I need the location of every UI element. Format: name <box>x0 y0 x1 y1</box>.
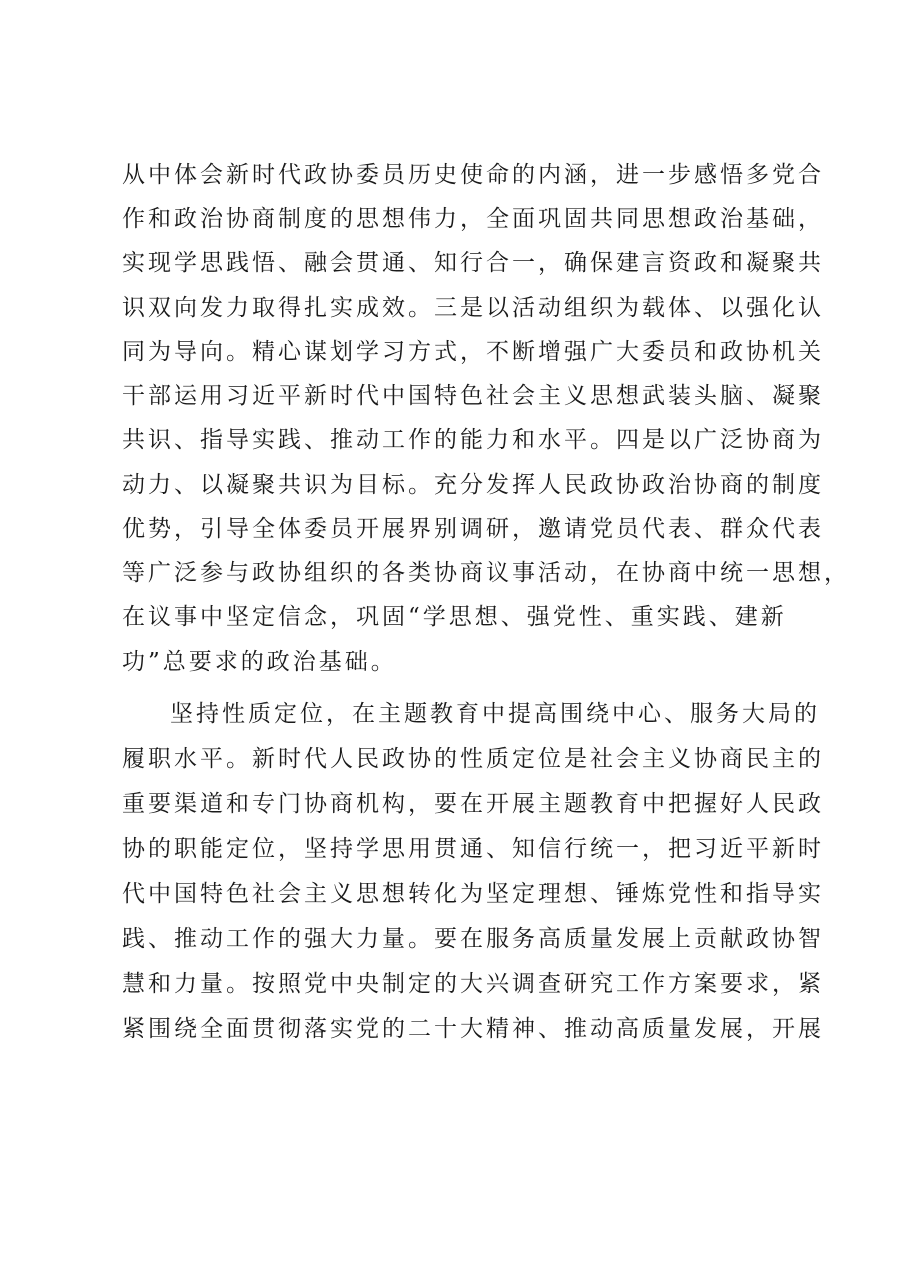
text-line: 在议事中坚定信念，巩固“学思想、强党性、重实践、建新 <box>122 604 787 630</box>
text-line: 动力、以凝聚共识为目标。充分发挥人民政协政治协商的制度 <box>122 472 824 498</box>
text-line: 优势，引导全体委员开展界别调研，邀请党员代表、群众代表 <box>122 516 824 542</box>
text-line: 代中国特色社会主义思想转化为坚定理想、锤炼党性和指导实 <box>122 881 824 907</box>
text-line: 慧和力量。按照党中央制定的大兴调查研究工作方案要求，紧 <box>122 971 824 997</box>
text-line: 协的职能定位，坚持学思用贯通、知信行统一，把习近平新时 <box>122 836 824 862</box>
text-line: 从中体会新时代政协委员历史使命的内涵，进一步感悟多党合 <box>122 162 824 188</box>
text-line: 作和政治协商制度的思想伟力，全面巩固共同思想政治基础， <box>122 206 824 232</box>
text-line: 功”总要求的政治基础。 <box>122 649 397 675</box>
text-line: 履职水平。新时代人民政协的性质定位是社会主义协商民主的 <box>122 746 824 772</box>
text-line: 干部运用习近平新时代中国特色社会主义思想武装头脑、凝聚 <box>122 383 824 409</box>
text-line: 共识、指导实践、推动工作的能力和水平。四是以广泛协商为 <box>122 427 824 453</box>
text-line: 等广泛参与政协组织的各类协商议事活动，在协商中统一思想， <box>122 560 850 586</box>
text-line: 实现学思践悟、融会贯通、知行合一，确保建言资政和凝聚共 <box>122 250 824 276</box>
text-line: 紧围绕全面贯彻落实党的二十大精神、推动高质量发展，开展 <box>122 1016 824 1042</box>
text-line: 识双向发力取得扎实成效。三是以活动组织为载体、以强化认 <box>122 295 824 321</box>
text-line: 重要渠道和专门协商机构，要在开展主题教育中把握好人民政 <box>122 791 824 817</box>
text-line: 践、推动工作的强大力量。要在服务高质量发展上贡献政协智 <box>122 926 824 952</box>
paragraph-first-line: 坚持性质定位，在主题教育中提高围绕中心、服务大局的 <box>170 701 820 727</box>
text-line: 同为导向。精心谋划学习方式，不断增强广大委员和政协机关 <box>122 339 824 365</box>
